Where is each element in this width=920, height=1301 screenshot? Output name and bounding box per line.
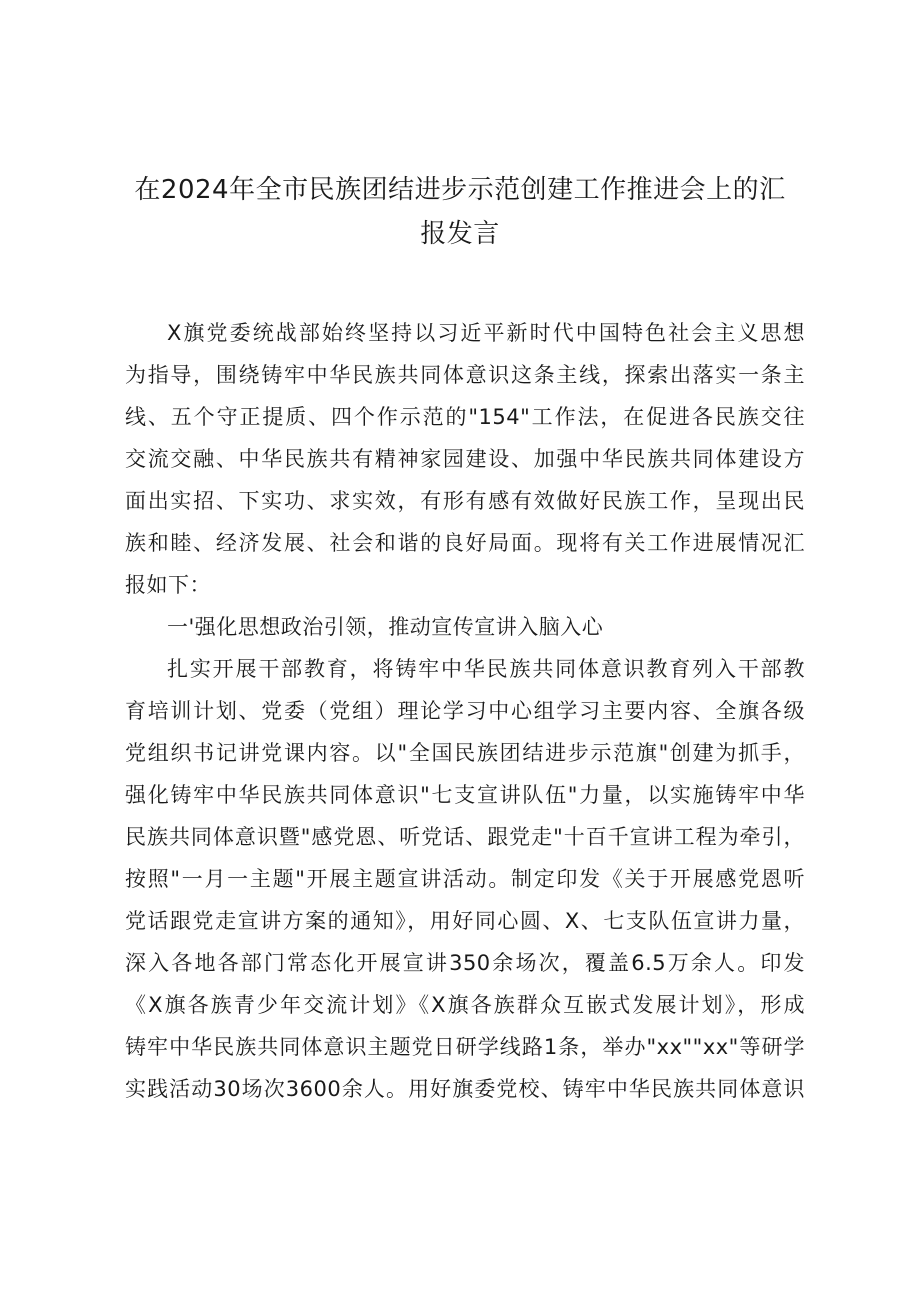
text-line: 为指导，围绕铸牢中华民族共同体意识这条主线，探索出落实一条主: [125, 363, 805, 387]
section-heading: [125, 606, 805, 648]
text-line: 交流交融、中华民族共有精神家园建设、加强中华民族共同体建设方: [125, 447, 805, 471]
section-heading-text: 一'强化思想政治引领，推动宣传宣讲入脑入心: [167, 615, 604, 639]
text-line: 铸牢中华民族共同体意识主题党日研学线路1条，举办"xx""xx"等研学: [125, 1035, 805, 1059]
intro-paragraph: [125, 312, 805, 606]
body-paragraph: [125, 648, 805, 1110]
text-line: 面出实招、下实功、求实效，有形有感有效做好民族工作，呈现出民: [125, 489, 805, 513]
text-line: 民族共同体意识暨"感党恩、听党话、跟党走"十百千宣讲工程为牵引，: [125, 825, 805, 849]
text-line: 强化铸牢中华民族共同体意识"七支宣讲队伍"力量，以实施铸牢中华: [125, 783, 805, 807]
document-body: [125, 312, 805, 1110]
text-line: 报如下：: [125, 573, 211, 597]
text-line: 党话跟党走宣讲方案的通知》，用好同心圆、X、七支队伍宣讲力量，: [125, 909, 805, 933]
text-line: 实践活动30场次3600余人。用好旗委党校、铸牢中华民族共同体意识: [125, 1077, 805, 1101]
text-line: 育培训计划、党委（党组）理论学习中心组学习主要内容、全旗各级: [125, 699, 805, 723]
text-line: 党组织书记讲党课内容。以"全国民族团结进步示范旗"创建为抓手，: [125, 741, 805, 765]
title-line-2: 报发言: [420, 219, 500, 249]
text-line: 族和睦、经济发展、社会和谐的良好局面。现将有关工作进展情况汇: [125, 531, 805, 555]
text-line: X旗党委统战部始终坚持以习近平新时代中国特色社会主义思想: [167, 321, 805, 345]
text-line: 扎实开展干部教育，将铸牢中华民族共同体意识教育列入干部教: [167, 657, 805, 681]
text-line: 线、五个守正提质、四个作示范的"154"工作法，在促进各民族交往: [125, 405, 805, 429]
title-line-1: 在2024年全市民族团结进步示范创建工作推进会上的汇: [134, 175, 786, 205]
text-line: 深入各地各部门常态化开展宣讲350余场次，覆盖6.5万余人。印发: [125, 951, 805, 975]
text-line: 《X旗各族青少年交流计划》《X旗各族群众互嵌式发展计划》，形成: [125, 993, 805, 1017]
text-line: 按照"一月一主题"开展主题宣讲活动。制定印发《关于开展感党恩听: [125, 867, 805, 891]
document-title: [120, 168, 800, 256]
